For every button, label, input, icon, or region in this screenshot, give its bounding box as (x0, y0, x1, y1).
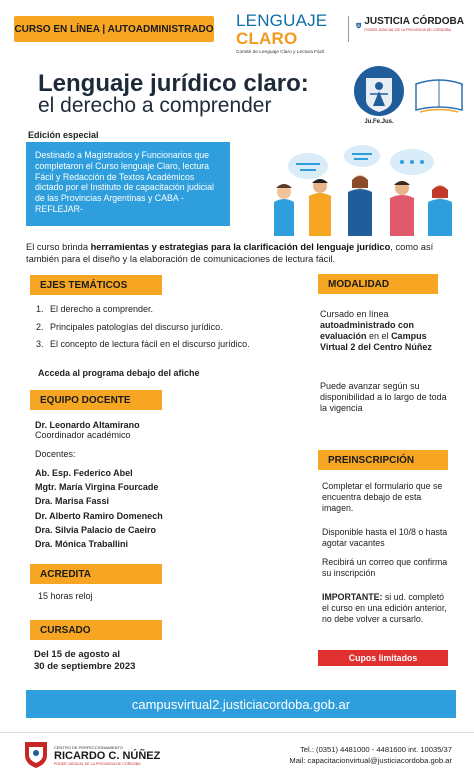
email-link[interactable]: Mail: capacitacionvirtual@justiciacordoba.gob.ar (289, 756, 452, 765)
jufejus-label: Ju.Fe.Jus. (364, 119, 394, 125)
modalidad-bold: autoadministrado con evaluación (320, 320, 415, 341)
dates-line-2: 30 de septiembre 2023 (34, 660, 136, 672)
modalidad-heading: MODALIDAD (318, 274, 438, 294)
teacher-name: Dra. Mónica Traballini (35, 539, 129, 550)
dates-line-1: Del 15 de agosto al (34, 649, 121, 660)
teachers-list (35, 466, 163, 551)
modalidad-pre: Cursado en línea (320, 309, 389, 319)
campus-url-link[interactable]: campusvirtual2.justiciacordoba.gob.ar (26, 690, 456, 718)
phone-text: Tel.: (0351) 4481000 - 4481600 int. 10035/37 (300, 745, 452, 754)
important-label: IMPORTANTE: (322, 592, 383, 602)
reflejar-logo (412, 74, 466, 116)
contact-info (250, 744, 452, 766)
modalidad-bold-2: Campus Virtual 2 del Centro Núñez (320, 331, 432, 352)
centro-nunez-logo (24, 738, 184, 772)
crest-icon (24, 741, 48, 769)
justice-figure-icon (354, 66, 404, 116)
centro-label: CENTRO DE PERFECCIONAMIENTO (54, 744, 124, 750)
reflejar-book-icon (412, 74, 466, 116)
topics-list (36, 304, 266, 357)
modalidad-mid: en el (366, 331, 392, 341)
preinscripcion-important (322, 592, 452, 625)
jufejus-logo (354, 66, 404, 126)
list-item (36, 304, 266, 316)
preinscripcion-step-2: Disponible hasta el 10/8 o hasta agotar vacantes (322, 527, 448, 548)
justicia-cordoba-logo (356, 16, 464, 46)
lenguaje-claro-logo (236, 11, 340, 55)
footer-divider (0, 732, 474, 733)
intro-bold: herramientas y estrategias para la clarificación del lenguaje jurídico (90, 242, 391, 252)
item-text: El derecho a comprender. (50, 304, 154, 314)
justicia-cordoba-subtitle: PODER JUDICIAL DE LA PROVINCIA DE CÓRDOBA (364, 28, 451, 32)
logo-divider (348, 16, 349, 42)
modalidad-availability: Puede avanzar según su disponibilidad a lo largo de toda la vigencia (320, 381, 447, 413)
list-item (36, 339, 266, 351)
logo-word-2: CLARO (236, 29, 298, 48)
page-subtitle: el derecho a comprender (38, 94, 272, 117)
teacher-name: Dr. Alberto Ramiro Domenech (35, 510, 163, 521)
coordinator-role: Coordinador académico (35, 430, 131, 440)
intro-pre: El curso brinda (26, 242, 91, 252)
centro-subtitle: PODER JUDICIAL DE LA PROVINCIA DE CÓRDOBA (54, 761, 141, 766)
justicia-cordoba-title: JUSTICIA CÓRDOBA (364, 16, 464, 27)
item-text: Principales patologías del discurso jurídico. (50, 321, 223, 332)
edition-label: Edición especial (28, 130, 99, 140)
docentes-label: Docentes: (35, 449, 76, 459)
list-item (36, 322, 266, 334)
preinscripcion-step-1: Completar el formulario que se encuentra debajo de esta imagen. (322, 481, 443, 513)
important-text: si ud. completó el curso en una edición anterior, no debe volver a cursarlo. (322, 592, 447, 624)
item-text: El concepto de lectura fácil en el discurso jurídico. (50, 339, 250, 349)
teacher-name: Mgtr. María Virgina Fourcade (35, 482, 159, 493)
acredita-value: 15 horas reloj (38, 591, 93, 601)
target-audience-box: Destinado a Magistrados y Funcionarios que completaron el Curso lenguaje Claro, lectura Fácil y Redacción de Textos Académicos dictado por el Instituto de capacitación judicial de las Provincias Argentinas y CABA -REFLEJAR- (26, 142, 230, 226)
ejes-tematicos-heading: EJES TEMÁTICOS (30, 275, 162, 295)
teacher-name: Dra. Silvia Palacio de Caeiro (35, 524, 157, 535)
teacher-name: Ab. Esp. Federico Abel (35, 468, 133, 478)
course-intro-text (26, 241, 456, 265)
program-note: Acceda al programa debajo del afiche (38, 368, 200, 378)
limited-seats-badge: Cupos limitados (318, 650, 448, 666)
item-number: 3. (36, 339, 44, 349)
modalidad-text (320, 309, 450, 353)
item-number: 2. (36, 321, 44, 332)
teacher-name: Dra. Marisa Fassi (35, 496, 110, 507)
people-discussion-illustration (262, 140, 462, 240)
equipo-docente-heading: EQUIPO DOCENTE (30, 390, 162, 410)
logo-word-1: LENGUAJE (236, 11, 328, 30)
centro-name: RICARDO C. NÚÑEZ (54, 749, 161, 762)
cursado-heading: CURSADO (30, 620, 162, 640)
preinscripcion-heading: PREINSCRIPCIÓN (318, 450, 448, 470)
intro-post: , como así también para el diseño y la elaboración de comunicaciones de lectura fácil. (26, 242, 434, 264)
page-title: Lenguaje jurídico claro: (38, 70, 309, 97)
coordinator-name: Dr. Leonardo Altamirano (35, 420, 140, 430)
shield-icon (356, 16, 361, 35)
item-number: 1. (36, 304, 44, 314)
course-dates (34, 649, 135, 672)
acredita-heading: ACREDITA (30, 564, 162, 584)
logo-subtitle: Comité de Lenguaje Claro y Lectura Fácil (236, 50, 325, 55)
course-type-badge: CURSO EN LÍNEA | AUTOADMINISTRADO (14, 16, 214, 42)
preinscripcion-step-3: Recibirá un correo que confirma su inscripción (322, 557, 448, 578)
